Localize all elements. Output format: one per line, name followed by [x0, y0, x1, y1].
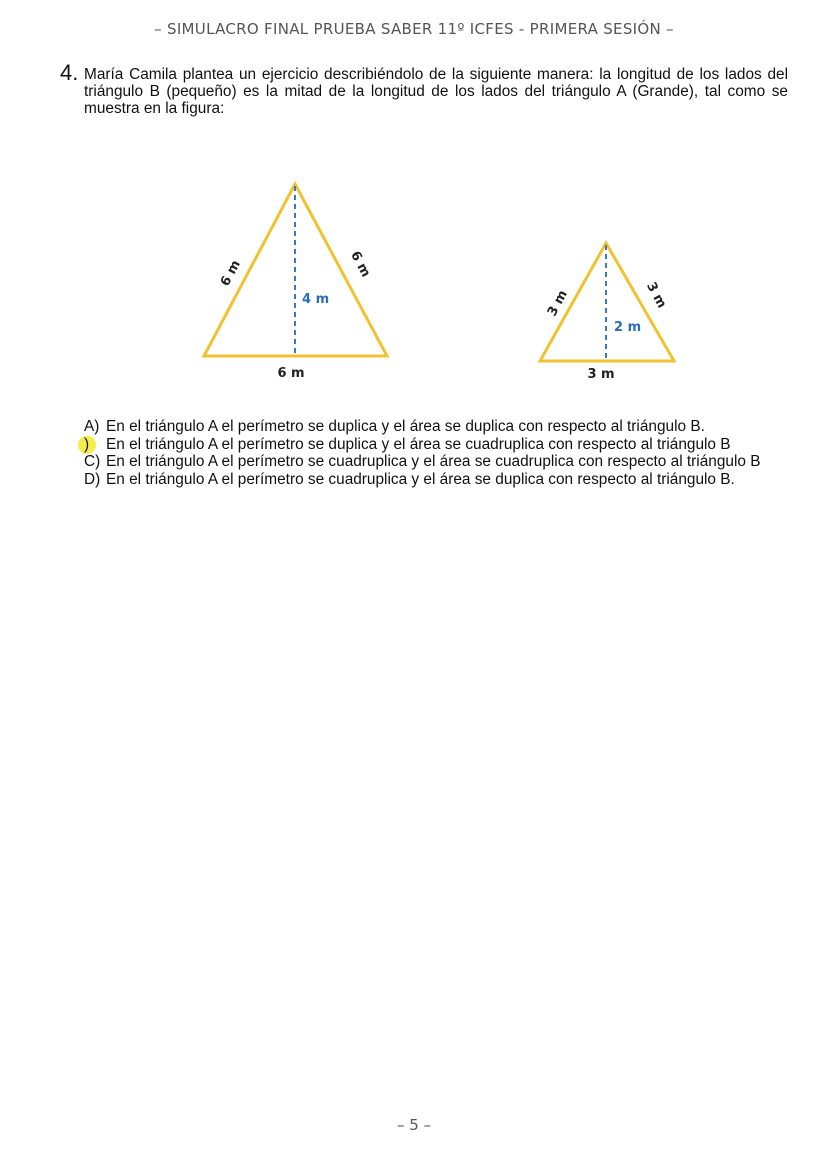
option-letter: C) [84, 453, 101, 470]
page-header: – SIMULACRO FINAL PRUEBA SABER 11º ICFES - PRIMERA SESIÓN – [154, 20, 674, 38]
option-text: En el triángulo A el perímetro se cuadruplica y el área se cuadruplica con respecto al triángulo B [106, 453, 761, 470]
triangle-a-left-side-label: 6 m [217, 257, 244, 289]
triangle-b-height-label: 2 m [614, 320, 642, 335]
option-letter: A) [84, 418, 100, 435]
option-d[interactable] [84, 471, 804, 489]
option-letter: ) [84, 436, 106, 454]
triangle-a-base-label: 6 m [277, 366, 305, 381]
triangles-figure [0, 0, 828, 400]
triangle-a-height-label: 4 m [302, 292, 330, 307]
option-text: En el triángulo A el perímetro se cuadruplica y el área se duplica con respecto al triángulo B. [106, 470, 735, 488]
question-stem: María Camila plantea un ejercicio describiéndolo de la siguiente manera: la longitud de los lados del triángulo B (pequeño) es la mitad de la longitud de los lados del triángulo A (Grande), tal como se muestra en la figura: [84, 66, 788, 117]
option-text: En el triángulo A el perímetro se duplica y el área se cuadruplica con respecto al triángulo B [106, 435, 731, 453]
option-c[interactable] [84, 453, 804, 471]
answer-options [84, 418, 804, 488]
question-number: 4. [60, 60, 79, 85]
option-letter: D) [84, 470, 101, 488]
option-text: En el triángulo A el perímetro se duplica y el área se duplica con respecto al triángulo B. [106, 418, 705, 435]
triangle-b-left-side-label: 3 m [544, 287, 571, 319]
option-b[interactable] [84, 436, 804, 454]
triangle-a-right-side-label: 6 m [347, 248, 374, 280]
triangle-b-right-side-label: 3 m [643, 279, 670, 311]
option-a[interactable] [84, 418, 804, 436]
triangle-b-base-label: 3 m [587, 367, 615, 382]
page-number: – 5 – [396, 1116, 432, 1134]
